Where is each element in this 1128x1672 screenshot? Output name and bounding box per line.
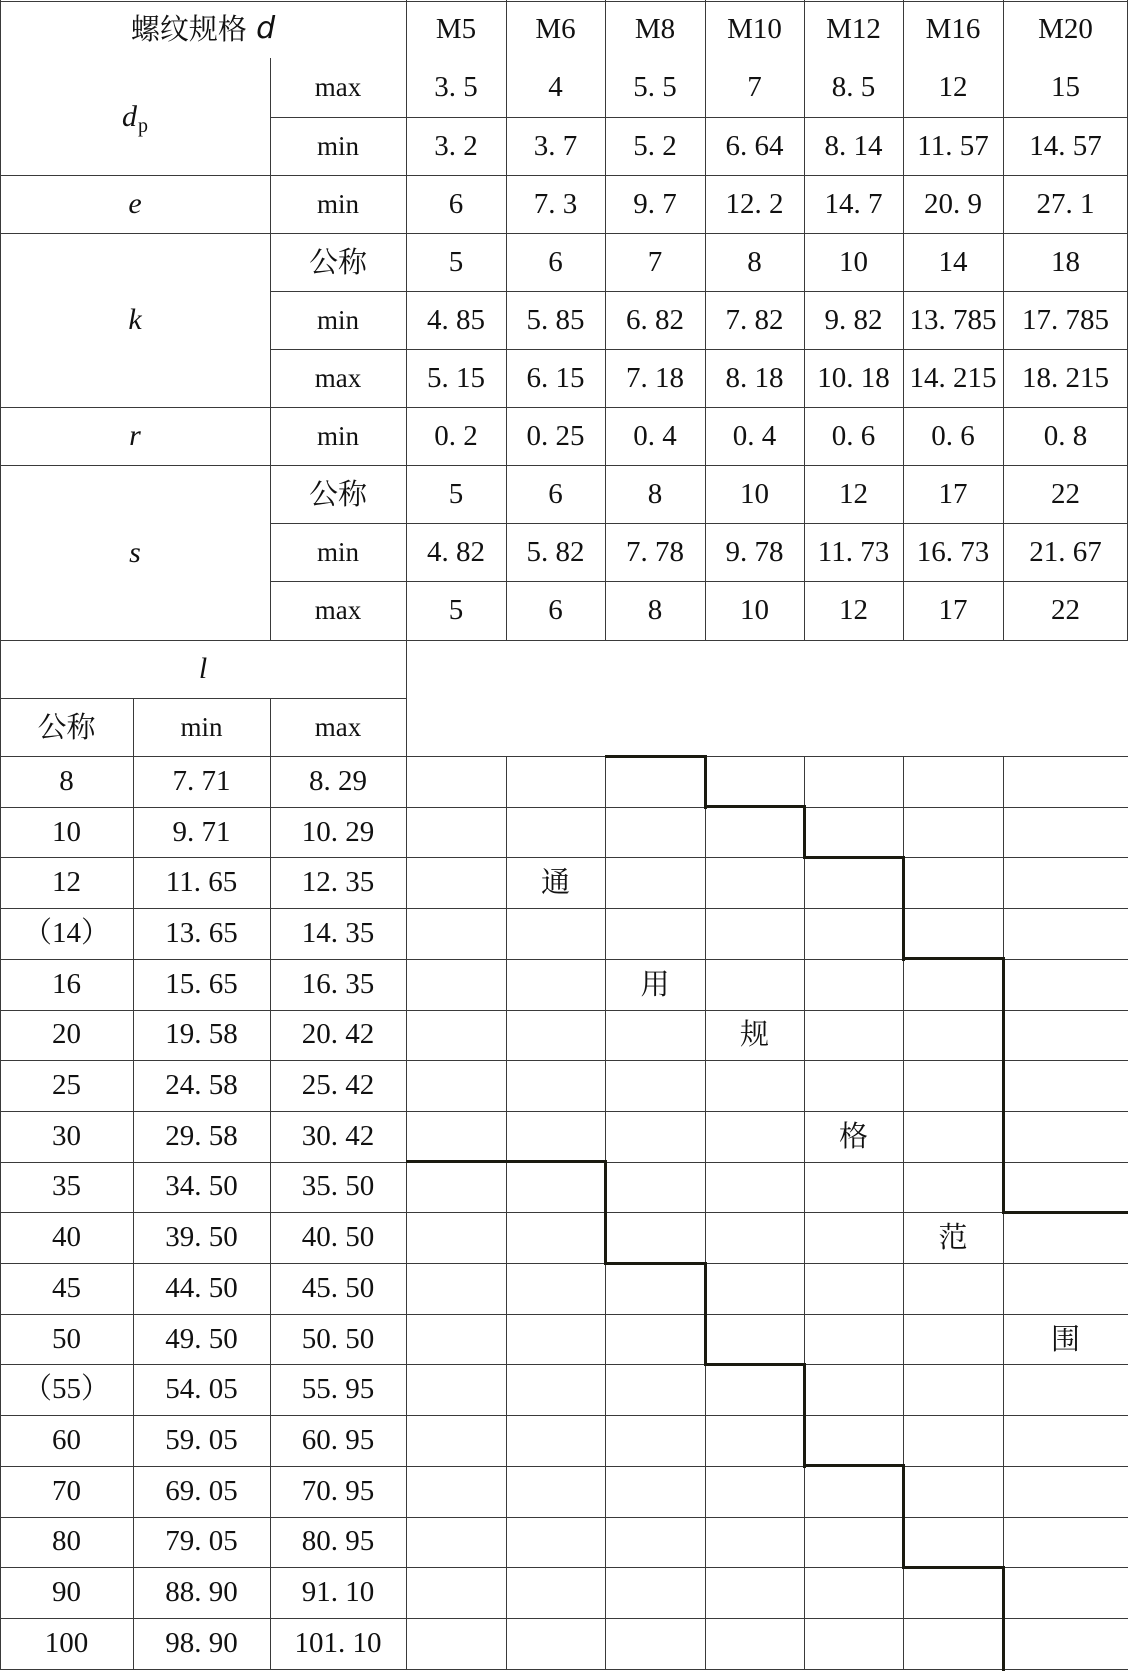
value-cell: 18 — [1051, 245, 1080, 278]
value-cell: 27. 1 — [1036, 187, 1095, 220]
range-mark: 范 — [938, 1220, 968, 1255]
range-boundary-line — [705, 805, 806, 808]
range-boundary-line — [605, 755, 707, 758]
value-cell: 11. 73 — [817, 535, 890, 568]
length-nominal: 25 — [52, 1069, 81, 1102]
symbol-e: e — [128, 187, 142, 220]
value-cell: 22 — [1051, 477, 1080, 510]
range-boundary-line — [1003, 1211, 1128, 1214]
value-cell: 14. 57 — [1029, 129, 1102, 162]
length-nominal: （55） — [22, 1373, 110, 1406]
size-header-m5: M5 — [435, 12, 477, 45]
range-boundary-line — [804, 856, 905, 859]
symbol-r: r — [129, 419, 141, 452]
value-cell: 8. 5 — [831, 71, 876, 103]
range-boundary-line — [902, 857, 905, 960]
length-tolerance: 25. 42 — [301, 1069, 375, 1102]
value-cell: 6. 82 — [626, 303, 684, 336]
grid-line — [705, 756, 706, 1669]
value-cell: 10. 18 — [817, 361, 890, 394]
length-tolerance: 88. 90 — [165, 1576, 238, 1609]
range-mark: 规 — [739, 1017, 769, 1052]
header-title-text: 螺纹规格 — [130, 11, 257, 46]
value-cell: 12 — [839, 594, 868, 626]
value-cell: 20. 9 — [924, 187, 982, 220]
value-cell: 5 — [448, 594, 464, 626]
size-header-m12: M12 — [826, 12, 881, 45]
range-boundary-line — [804, 1464, 905, 1467]
length-nominal: 12 — [52, 866, 81, 899]
grid-line — [605, 0, 606, 640]
grid-line — [903, 0, 904, 640]
length-tolerance: 60. 95 — [301, 1423, 375, 1456]
value-cell: 14 — [938, 245, 968, 278]
value-cell: 6. 15 — [526, 361, 585, 394]
length-tolerance: 39. 50 — [165, 1221, 238, 1254]
value-cell: 11. 57 — [917, 129, 989, 162]
value-cell: 7 — [747, 71, 762, 103]
length-tolerance: 29. 58 — [165, 1119, 238, 1152]
length-nominal: 30 — [52, 1119, 81, 1152]
value-cell: 10 — [839, 245, 868, 278]
length-tolerance: 34. 50 — [165, 1170, 238, 1203]
length-tolerance: 101. 10 — [294, 1626, 382, 1659]
range-boundary-line — [803, 1364, 806, 1467]
value-cell: 0. 6 — [931, 419, 975, 452]
row-label: max — [314, 362, 362, 393]
range-boundary-line — [704, 1263, 707, 1366]
grid-line — [1003, 0, 1004, 640]
range-mark: 用 — [640, 966, 670, 1001]
value-cell: 7. 18 — [626, 361, 684, 394]
range-boundary-line — [903, 957, 1005, 960]
length-nominal: 16 — [52, 967, 81, 1000]
value-cell: 3. 5 — [434, 71, 478, 103]
grid-line — [270, 58, 271, 640]
value-cell: 6 — [548, 594, 563, 626]
grid-line — [406, 0, 407, 1669]
length-tolerance: 35. 50 — [301, 1170, 375, 1203]
length-tolerance: 8. 29 — [309, 764, 367, 797]
value-cell: 9. 78 — [725, 535, 784, 568]
length-tolerance: 49. 50 — [165, 1322, 238, 1355]
range-boundary-line — [506, 1160, 607, 1163]
range-mark: 格 — [838, 1118, 868, 1153]
row-label: 公称 — [308, 476, 367, 511]
length-tolerance: 98. 90 — [165, 1626, 238, 1659]
value-cell: 6 — [548, 477, 563, 510]
length-tolerance: 10. 29 — [301, 815, 375, 848]
value-cell: 6 — [448, 187, 464, 220]
length-nominal: 35 — [52, 1170, 81, 1203]
value-cell: 17 — [938, 594, 968, 626]
value-cell: 5. 85 — [526, 303, 585, 336]
value-cell: 4. 82 — [427, 535, 485, 568]
value-cell: 12 — [938, 71, 968, 103]
value-cell: 17. 785 — [1022, 303, 1109, 336]
length-tolerance: 45. 50 — [301, 1271, 375, 1304]
value-cell: 6 — [548, 245, 563, 278]
value-cell: 13. 785 — [909, 303, 997, 336]
symbol-d: d — [122, 99, 137, 133]
value-cell: 12. 2 — [725, 187, 784, 220]
length-tolerance: 20. 42 — [301, 1018, 375, 1051]
size-header-m20: M20 — [1038, 12, 1093, 45]
grid-line — [705, 0, 706, 640]
range-boundary-line — [705, 1363, 806, 1366]
length-tolerance: 11. 65 — [165, 866, 238, 899]
value-cell: 12 — [839, 477, 868, 510]
length-tolerance: 16. 35 — [301, 967, 375, 1000]
value-cell: 7. 3 — [533, 187, 578, 220]
row-label: max — [314, 72, 362, 102]
length-tolerance: 50. 50 — [301, 1322, 375, 1355]
value-cell: 9. 82 — [824, 303, 883, 336]
value-cell: 21. 67 — [1029, 535, 1102, 568]
length-title: l — [198, 652, 208, 685]
top-border — [0, 1, 1128, 2]
value-cell: 7. 82 — [725, 303, 784, 336]
size-header-m10: M10 — [727, 12, 782, 45]
range-mark: 通 — [540, 865, 570, 900]
row-label: min — [316, 420, 359, 451]
value-cell: 15 — [1051, 71, 1080, 103]
value-cell: 16. 73 — [916, 535, 990, 568]
range-boundary-line — [704, 756, 707, 809]
grid-line — [133, 698, 134, 1669]
value-cell: 5. 82 — [526, 535, 585, 568]
size-header-m6: M6 — [535, 12, 576, 45]
length-tolerance: 70. 95 — [301, 1474, 375, 1507]
length-tolerance: 80. 95 — [301, 1525, 375, 1558]
length-nominal: 100 — [44, 1626, 89, 1659]
length-tolerance: 91. 10 — [301, 1576, 375, 1609]
value-cell: 8 — [647, 477, 663, 510]
length-nominal: 90 — [52, 1576, 81, 1609]
length-tolerance: 79. 05 — [165, 1525, 238, 1558]
value-cell: 0. 6 — [831, 419, 876, 452]
property-symbol — [0, 58, 270, 175]
range-boundary-line — [604, 1162, 607, 1265]
length-tolerance: 7. 71 — [172, 764, 231, 797]
value-cell: 9. 7 — [633, 187, 677, 220]
symbol-k: k — [128, 303, 142, 336]
value-cell: 10 — [740, 594, 769, 626]
value-cell: 5. 15 — [427, 361, 485, 394]
value-cell: 10 — [740, 477, 769, 510]
value-cell: 5. 5 — [633, 71, 677, 103]
row-label: min — [316, 304, 359, 335]
range-mark: 围 — [1050, 1321, 1080, 1356]
value-cell: 0. 8 — [1043, 419, 1088, 452]
grid-line — [804, 756, 805, 1669]
value-cell: 22 — [1051, 594, 1080, 626]
value-cell: 0. 4 — [633, 419, 677, 452]
length-tolerance: 12. 35 — [301, 866, 375, 899]
length-header-1: min — [180, 711, 223, 742]
row-label: min — [316, 130, 359, 161]
value-cell: 3. 7 — [533, 129, 578, 162]
header-title-var: d — [256, 11, 276, 46]
length-nominal: 45 — [52, 1271, 81, 1304]
bottom-border — [0, 1669, 1128, 1670]
value-cell: 5 — [448, 477, 464, 510]
length-nominal: 40 — [52, 1221, 81, 1254]
symbol-s: s — [129, 535, 141, 569]
length-tolerance: 69. 05 — [165, 1474, 238, 1507]
row-label: min — [316, 536, 359, 567]
grid-line — [506, 0, 507, 640]
value-cell: 0. 4 — [732, 419, 777, 452]
value-cell: 5. 2 — [633, 129, 677, 162]
range-boundary-line — [605, 1262, 707, 1265]
length-tolerance: 40. 50 — [301, 1221, 375, 1254]
grid-line — [270, 698, 271, 1669]
value-cell: 18. 215 — [1022, 361, 1109, 394]
value-cell: 5 — [448, 245, 464, 278]
length-tolerance: 30. 42 — [301, 1119, 375, 1152]
length-tolerance: 14. 35 — [301, 916, 375, 949]
value-cell: 4 — [548, 71, 563, 103]
length-header-2: max — [314, 711, 362, 742]
value-cell: 17 — [938, 477, 968, 510]
length-tolerance: 44. 50 — [165, 1271, 238, 1304]
size-header-m8: M8 — [634, 12, 676, 45]
length-nominal: 80 — [52, 1525, 81, 1558]
range-boundary-line — [406, 1160, 508, 1163]
length-tolerance: 19. 58 — [165, 1018, 238, 1051]
left-border — [0, 0, 1, 1669]
row-label: min — [316, 188, 359, 219]
range-boundary-line — [903, 1566, 1005, 1569]
length-nominal: 10 — [52, 815, 81, 848]
size-header-m16: M16 — [925, 12, 981, 45]
row-label: 公称 — [308, 244, 367, 279]
range-boundary-line — [1002, 1567, 1005, 1670]
value-cell: 8. 18 — [725, 361, 784, 394]
length-nominal: 60 — [52, 1423, 81, 1456]
value-cell: 7. 78 — [626, 535, 684, 568]
range-boundary-line — [1002, 959, 1005, 1215]
value-cell: 8 — [747, 245, 762, 278]
value-cell: 6. 64 — [725, 129, 784, 162]
symbol-subscript: p — [138, 114, 148, 137]
property-symbol — [0, 175, 270, 233]
header-title — [0, 0, 406, 58]
row-label: max — [314, 595, 362, 625]
value-cell: 4. 85 — [427, 303, 485, 336]
value-cell: 0. 25 — [526, 419, 585, 452]
property-symbol — [0, 407, 270, 465]
value-cell: 7 — [647, 245, 663, 278]
length-tolerance: 54. 05 — [165, 1373, 238, 1406]
value-cell: 0. 2 — [434, 419, 478, 452]
value-cell: 8 — [647, 594, 663, 626]
value-cell: 3. 2 — [434, 129, 478, 162]
range-boundary-line — [803, 807, 806, 860]
range-boundary-line — [902, 1466, 905, 1569]
property-symbol — [0, 233, 270, 407]
value-cell: 14. 215 — [909, 361, 997, 394]
length-nominal: （14） — [22, 916, 110, 949]
grid-line — [804, 0, 805, 640]
value-cell: 14. 7 — [824, 187, 883, 220]
length-header-0: 公称 — [37, 709, 96, 744]
length-nominal: 70 — [52, 1474, 81, 1507]
length-tolerance: 55. 95 — [301, 1373, 375, 1406]
length-tolerance: 15. 65 — [165, 967, 238, 1000]
length-nominal: 20 — [52, 1018, 81, 1051]
length-tolerance: 13. 65 — [165, 916, 238, 949]
length-tolerance: 24. 58 — [165, 1069, 238, 1102]
grid-line — [506, 756, 507, 1669]
length-tolerance: 9. 71 — [172, 815, 231, 848]
length-tolerance: 59. 05 — [165, 1423, 238, 1456]
length-nominal: 8 — [59, 764, 74, 797]
value-cell: 8. 14 — [824, 129, 883, 162]
length-nominal: 50 — [52, 1322, 81, 1355]
property-symbol — [0, 465, 270, 640]
